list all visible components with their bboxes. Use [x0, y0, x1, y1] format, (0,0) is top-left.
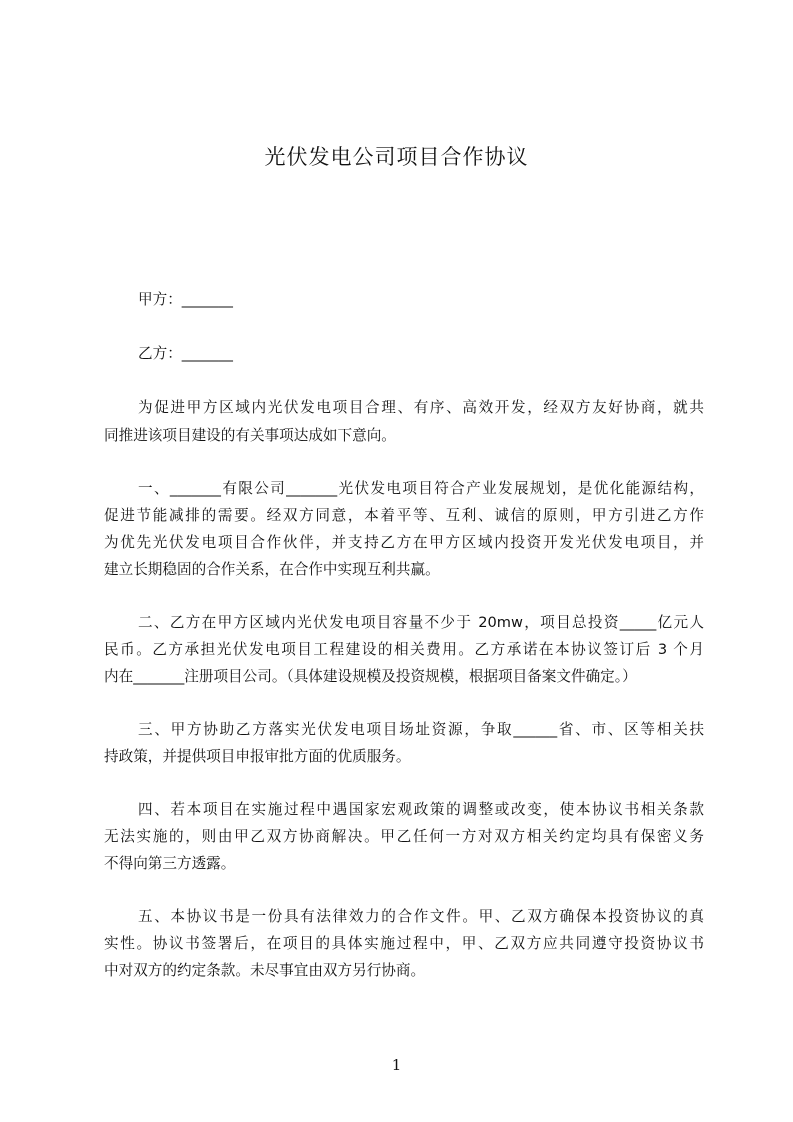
clause-4-line: 不得向第三方透露。 — [104, 855, 236, 872]
party-a-line: 甲方：_______ — [138, 291, 233, 308]
clause-5-line: 中对双方的约定条款。未尽事宜由双方另行协商。 — [104, 962, 426, 979]
preamble-line: 为促进甲方区域内光伏发电项目合理、有序、高效开发，经双方友好协商，就共 — [138, 399, 704, 416]
clause-4-line: 四、若本项目在实施过程中遇国家宏观政策的调整或改变，使本协议书相关条款 — [138, 801, 704, 818]
clause-2-line: 民币。乙方承担光伏发电项目工程建设的相关费用。乙方承诺在本协议签订后 3 个月 — [104, 641, 704, 658]
party-b-line: 乙方：_______ — [138, 345, 233, 362]
clause-1-line: 为优先光伏发电项目合作伙伴，并支持乙方在甲方区域内投资开发光伏发电项目，并 — [104, 534, 704, 551]
clause-3-line: 持政策，并提供项目申报审批方面的优质服务。 — [104, 748, 411, 765]
clause-5-line: 实性。协议书签署后，在项目的具体实施过程中，甲、乙双方应共同遵守投资协议书 — [104, 935, 704, 952]
clause-5-line: 五、本协议书是一份具有法律效力的合作文件。甲、乙双方确保本投资协议的真 — [138, 908, 704, 925]
clause-1-line: 一、_______有限公司_______光伏发电项目符合产业发展规划，是优化能源结构， — [138, 480, 704, 497]
page-number: 1 — [391, 1056, 402, 1074]
clause-4-line: 无法实施的，则由甲乙双方协商解决。甲乙任何一方对双方相关约定均具有保密义务 — [104, 828, 704, 845]
clause-3-line: 三、甲方协助乙方落实光伏发电项目场址资源，争取______省、市、区等相关扶 — [138, 721, 704, 738]
clause-1-line: 建立长期稳固的合作关系，在合作中实现互利共赢。 — [104, 561, 440, 578]
clause-1-line: 促进节能减排的需要。经双方同意，本着平等、互利、诚信的原则，甲方引进乙方作 — [104, 507, 704, 524]
clause-2-line: 二、乙方在甲方区域内光伏发电项目容量不少于 20mw，项目总投资_____亿元人 — [138, 614, 704, 631]
clause-2-line: 内在_______注册项目公司。（具体建设规模及投资规模，根据项目备案文件确定。） — [104, 668, 637, 685]
document-title: 光伏发电公司项目合作协议 — [264, 145, 529, 169]
preamble-line: 同推进该项目建设的有关事项达成如下意向。 — [104, 427, 396, 444]
